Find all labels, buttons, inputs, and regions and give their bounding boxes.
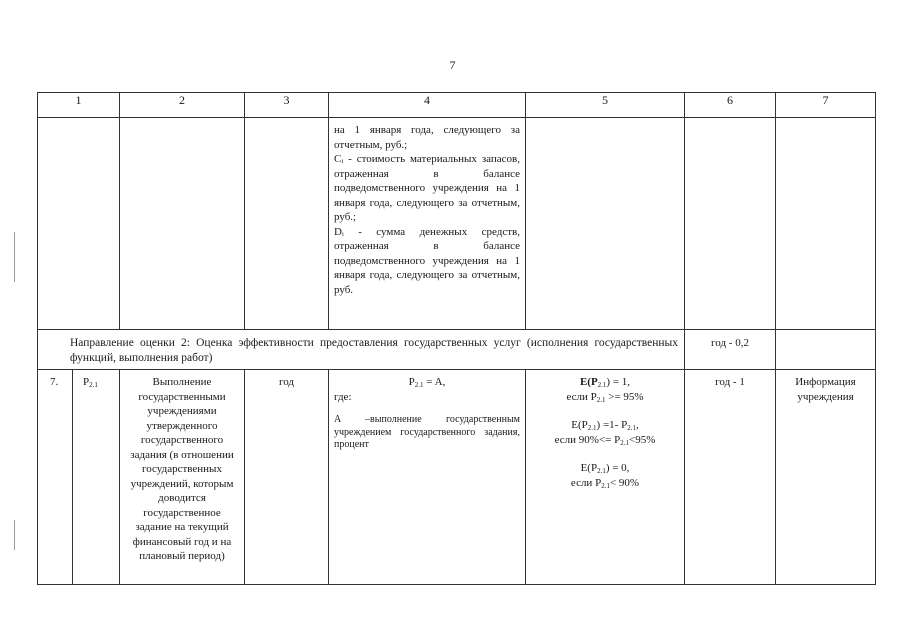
cont-cell-5 (526, 118, 685, 330)
evaluation-table (37, 92, 876, 585)
cont-cell-6 (685, 118, 776, 330)
criterion-3-value: $E(P_{2.1}) = 0$, (580, 462, 630, 475)
page-number: 7 (449, 58, 456, 72)
header-col-5: 5 (526, 93, 685, 118)
indicator-unit: год (245, 370, 329, 585)
scan-artifact-mark (14, 520, 15, 550)
header-col-4: 4 (329, 93, 526, 118)
indicator-name: Выполнение государственными учреждениями утвержденного государственного задания (в отношении государственных учреждений, которым доводится государственное задание на текущий финансовый год и на плановый период) (120, 370, 245, 585)
indicator-row-7 (38, 370, 876, 585)
cont-cell-7 (776, 118, 876, 330)
formula-where: где: (334, 390, 352, 403)
section-row (38, 330, 876, 370)
indicator-code (73, 370, 120, 585)
cont-formula-description (329, 118, 526, 330)
criterion-2-value: $E(P_{2.1}) =1-$ $P_{2.1}$, (571, 419, 639, 432)
header-row (38, 93, 876, 118)
cont-line-3: Dᵢ - сумма денежных средств, отраженная в балансе подведомственного учреждения на 1 января года, следующего за отчетным, руб. (334, 225, 520, 296)
scan-artifact-mark (14, 232, 15, 282)
cont-cell-2 (120, 118, 245, 330)
criterion-3-condition: если $P_{2.1}< 90\%$ (570, 476, 640, 490)
header-col-3: 3 (245, 93, 329, 118)
indicator-code-main: P (83, 376, 90, 388)
formula-main (334, 375, 520, 390)
cont-line-2: Cᵢ - стоимость материальных запасов, отраженная в балансе подведомственного учреждения на 1 января года, следующего за отчетным, руб.; (334, 153, 520, 223)
indicator-formula (329, 370, 526, 585)
formula-lhs-sub: 2.1 (414, 381, 424, 389)
indicator-code-sub: 2.1 (89, 381, 98, 389)
indicator-criteria (526, 370, 685, 585)
header-col-1: 1 (38, 93, 120, 118)
formula-description: A –выполнение государственным учреждением государственного задания, процент (334, 414, 520, 450)
cont-cell-3 (245, 118, 329, 330)
criterion-1-value: $E(P_{2.1}) = 1$, (579, 376, 631, 389)
header-col-7: 7 (776, 93, 876, 118)
formula-lhs: P (408, 376, 415, 388)
continuation-row (38, 118, 876, 330)
row-number: 7. (38, 370, 73, 585)
indicator-source: Информация учреждения (776, 370, 876, 585)
cont-cell-1 (38, 118, 120, 330)
criterion-1-condition: если $P_{2.1} >= 95\%$ (566, 390, 644, 404)
section-title: Направление оценки 2: Оценка эффективности предоставления государственных услуг (исполнения государственных функций, выполнения работ) (38, 330, 685, 370)
formula-rhs: = A, (423, 376, 446, 388)
section-weight: год - 0,2 (685, 330, 776, 370)
header-col-6: 6 (685, 93, 776, 118)
indicator-period: год - 1 (685, 370, 776, 585)
criterion-2-condition: если $90\%<= P_{2.1}<95\%$ (554, 433, 656, 447)
header-col-2: 2 (120, 93, 245, 118)
cont-line-1: на 1 января года, следующего за отчетным, руб.; (334, 124, 520, 151)
section-empty (776, 330, 876, 370)
